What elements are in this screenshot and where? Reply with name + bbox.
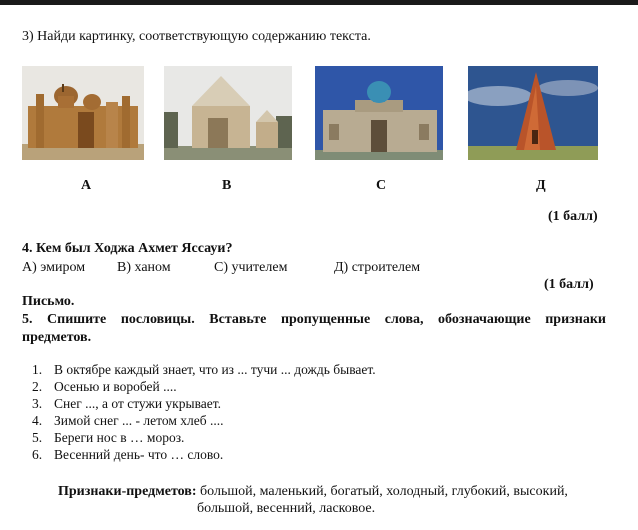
list-item-text: Снег ..., а от стужи укрывает. bbox=[54, 396, 222, 411]
picture-a-mausoleum[interactable] bbox=[22, 66, 144, 160]
q4-option-a[interactable]: А) эмиром bbox=[22, 260, 86, 275]
question-3-points: (1 балл) bbox=[548, 209, 598, 224]
list-item-number: 2. bbox=[32, 379, 43, 394]
list-item-text: Береги нос в … мороз. bbox=[54, 430, 185, 445]
hint-label: Признаки-предметов: bbox=[58, 484, 197, 499]
question-4-title: 4. Кем был Ходжа Ахмет Яссауи? bbox=[22, 241, 233, 256]
list-item bbox=[32, 396, 221, 412]
list-item bbox=[32, 362, 376, 378]
top-border bbox=[0, 0, 638, 5]
list-item-text: Осенью и воробей .... bbox=[54, 379, 177, 394]
question-5-task: 5. Спишите пословицы. Вставьте пропущенные слова, обозначающие признаки bbox=[22, 312, 606, 327]
list-item-text: В октябре каждый знает, что из ... тучи ... дождь бывает. bbox=[54, 362, 376, 377]
letter-heading: Письмо. bbox=[22, 294, 75, 309]
question-3-title: 3) Найди картинку, соответствующую содержанию текста. bbox=[22, 29, 371, 44]
list-item bbox=[32, 379, 177, 395]
hint-line-2: большой, весенний, ласковое. bbox=[197, 501, 376, 516]
caption-c: С bbox=[376, 178, 387, 193]
q4-option-c[interactable]: С) учителем bbox=[214, 260, 288, 275]
question-5-task-cont: предметов. bbox=[22, 330, 92, 345]
caption-d: Д bbox=[536, 178, 546, 193]
list-item-text: Зимой снег ... - летом хлеб .... bbox=[54, 413, 224, 428]
hint-words: большой, маленький, богатый, холодный, глубокий, высокий, bbox=[200, 484, 568, 499]
picture-d-brick-tower[interactable] bbox=[468, 66, 598, 160]
list-item-number: 3. bbox=[32, 396, 43, 411]
list-item-text: Весенний день- что … слово. bbox=[54, 447, 224, 462]
list-item bbox=[32, 430, 184, 446]
list-item-number: 5. bbox=[32, 430, 43, 445]
caption-a: А bbox=[81, 178, 92, 193]
picture-b-conical-mausoleum[interactable] bbox=[164, 66, 292, 160]
question-4-points: (1 балл) bbox=[544, 277, 594, 292]
list-item-number: 6. bbox=[32, 447, 43, 462]
list-item bbox=[32, 447, 223, 463]
q4-option-d[interactable]: Д) строителем bbox=[334, 260, 421, 275]
hint-line-1 bbox=[58, 484, 568, 500]
list-item bbox=[32, 413, 223, 429]
q4-option-b[interactable]: В) ханом bbox=[117, 260, 171, 275]
caption-b: В bbox=[222, 178, 232, 193]
list-item-number: 1. bbox=[32, 362, 43, 377]
list-item-number: 4. bbox=[32, 413, 43, 428]
picture-c-blue-dome-mausoleum[interactable] bbox=[315, 66, 443, 160]
